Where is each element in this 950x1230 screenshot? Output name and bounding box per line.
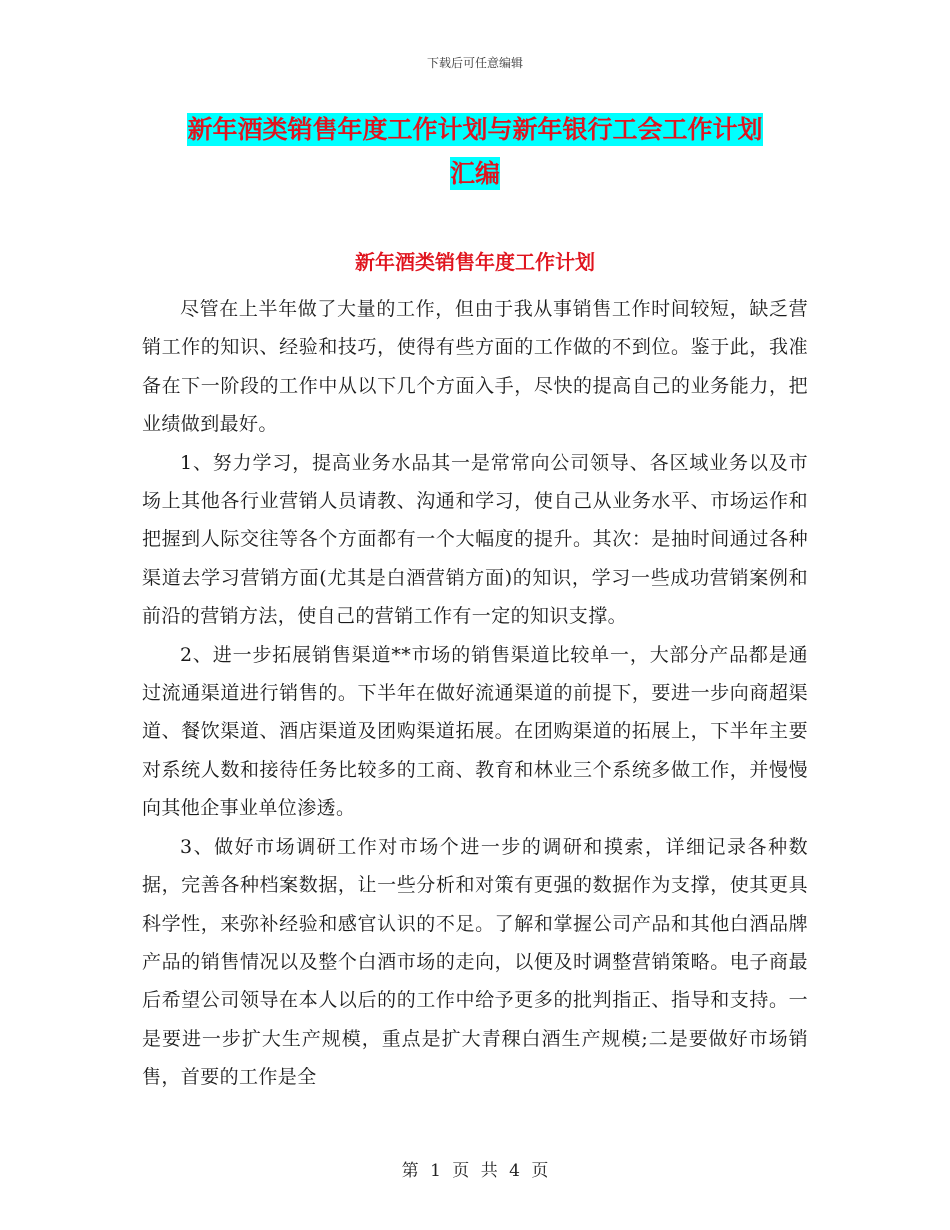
page-header-note: 下载后可任意编辑 — [426, 56, 523, 70]
page-number-footer: 第 1 页 共 4 页 — [401, 1161, 549, 1181]
section-title: 新年酒类销售年度工作计划 — [355, 250, 595, 274]
document-title — [140, 108, 810, 196]
paragraph-intro: 尽管在上半年做了大量的工作，但由于我从事销售工作时间较短，缺乏营销工作的知识、经验和技巧，使得有些方面的工作做的不到位。鉴于此，我准备在下一阶段的工作中从以下几个方面入手，尽快的提高自己的业务能力，把业绩做到最好。 — [142, 298, 808, 436]
document-title-line2: 汇编 — [449, 159, 500, 188]
document-title-line1: 新年酒类销售年度工作计划与新年银行工会工作计划 — [187, 115, 763, 144]
paragraph-3: 3、做好市场调研工作对市场个进一步的调研和摸索，详细记录各种数据，完善各种档案数据，让一些分析和对策有更强的数据作为支撑，使其更具科学性，来弥补经验和感官认识的不足。了解和掌握公司产品和其他白酒品牌产品的销售情况以及整个白酒市场的走向，以便及时调整营销策略。电子商最后希望公司领导在本人以后的的工作中给予更多的批判指正、指导和支持。一是要进一步扩大生产规模，重点是扩大青稞白酒生产规模;二是要做好市场销售，首要的工作是全 — [142, 835, 808, 1089]
paragraph-2: 2、进一步拓展销售渠道**市场的销售渠道比较单一，大部分产品都是通过流通渠道进行销售的。下半年在做好流通渠道的前提下，要进一步向商超渠道、餐饮渠道、酒店渠道及团购渠道拓展。在团购渠道的拓展上，下半年主要对系统人数和接待任务比较多的工商、教育和林业三个系统多做工作，并慢慢向其他企事业单位渗透。 — [142, 643, 808, 820]
document-body — [142, 290, 808, 1097]
paragraph-1: 1、努力学习，提高业务水品其一是常常向公司领导、各区域业务以及市场上其他各行业营销人员请教、沟通和学习，使自己从业务水平、市场运作和把握到人际交往等各个方面都有一个大幅度的提升。其次：是抽时间通过各种渠道去学习营销方面(尤其是白酒营销方面)的知识，学习一些成功营销案例和前沿的营销方法，使自己的营销工作有一定的知识支撑。 — [142, 451, 808, 628]
